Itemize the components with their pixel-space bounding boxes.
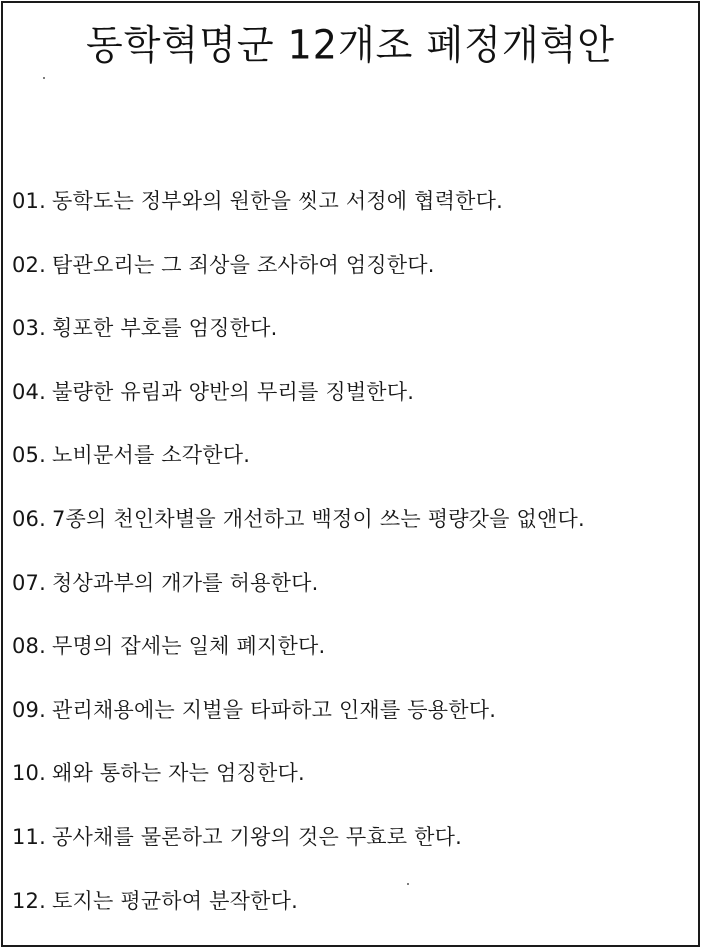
item-text: 청상과부의 개가를 허용한다. [52, 570, 319, 595]
list-item [12, 761, 702, 825]
item-text: 왜와 통하는 자는 엄징한다. [52, 761, 305, 786]
list-item [12, 698, 702, 762]
item-number: 03. [12, 316, 46, 341]
item-number: 06. [12, 506, 46, 531]
list-item [12, 825, 702, 889]
item-text: 토지는 평균하여 분작한다. [52, 888, 298, 913]
item-text: 무명의 잡세는 일체 폐지한다. [52, 634, 326, 659]
list-item [12, 571, 702, 635]
list-item [12, 889, 702, 952]
item-text: 노비문서를 소각한다. [52, 443, 251, 468]
item-text: 불량한 유림과 양반의 무리를 징벌한다. [52, 379, 415, 404]
list-item [12, 316, 702, 380]
item-number: 08. [12, 634, 46, 659]
item-number: 07. [12, 570, 46, 595]
item-text: 관리채용에는 지벌을 타파하고 인재를 등용한다. [52, 697, 497, 722]
list-item [12, 253, 702, 317]
item-number: 02. [12, 252, 46, 277]
item-number: 05. [12, 443, 46, 468]
list-item [12, 507, 702, 571]
list-item [12, 380, 702, 444]
scan-speck [43, 77, 45, 79]
item-text: 탐관오리는 그 죄상을 조사하여 엄징한다. [52, 252, 435, 277]
item-number: 04. [12, 379, 46, 404]
document-page [1, 1, 700, 947]
item-text: 횡포한 부호를 엄징한다. [52, 316, 278, 341]
scan-speck [407, 883, 409, 885]
item-number: 12. [12, 888, 46, 913]
item-text: 7종의 천인차별을 개선하고 백정이 쓰는 평량갓을 없앤다. [52, 506, 585, 531]
item-text: 동학도는 정부와의 원한을 씻고 서정에 협력한다. [52, 189, 503, 213]
item-number: 11. [12, 824, 46, 849]
list-item [12, 189, 702, 253]
document-title: 동학혁명군 12개조 폐정개혁안 [85, 21, 615, 69]
item-number: 10. [12, 761, 46, 786]
item-text: 공사채를 물론하고 기왕의 것은 무효로 한다. [52, 824, 462, 849]
item-number: 09. [12, 697, 46, 722]
reform-list [12, 189, 702, 952]
list-item [12, 634, 702, 698]
list-item [12, 443, 702, 507]
item-number: 01. [12, 189, 46, 213]
